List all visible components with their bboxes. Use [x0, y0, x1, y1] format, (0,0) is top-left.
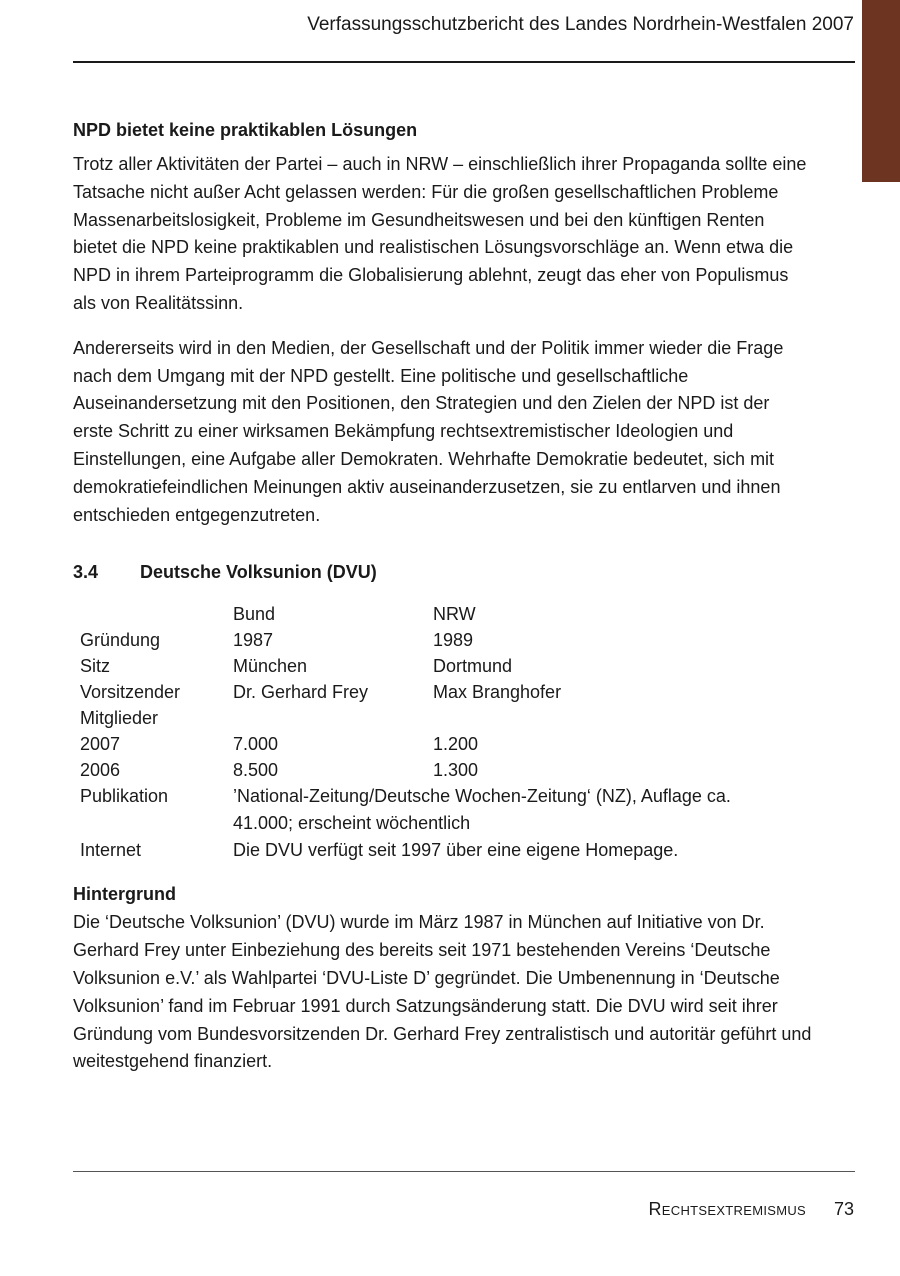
row-bund-value — [233, 705, 433, 731]
page-content — [73, 117, 813, 1076]
publikation-value: ’National-Zeitung/Deutsche Wochen-Zeitung‘ (NZ), Auflage ca. 41.000; erscheint wöchentlich — [233, 786, 731, 834]
row-label: Mitglieder — [80, 708, 159, 729]
row-bund-value: 1987 — [233, 630, 274, 651]
column-header-nrw: NRW — [433, 604, 476, 625]
npd-paragraph-2: Andererseits wird in den Medien, der Gesellschaft und der Politik immer wieder die Frage nach dem Umgang mit der NPD gestellt. Eine politische und gesellschaftliche Auseinandersetzung mit den Positionen, den Strategien und den Zielen der NPD ist der erste Schritt zu einer wirksamen Bekämpfung rechtsextremistischer Ideologien und Einstellungen, eine Aufgabe aller Demokraten. Wehrhafte Demokratie bedeutet, sich mit demokratiefeindlichen Meinungen aktiv auseinanderzusetzen, sie zu entlarven und ihnen entschieden entgegenzutreten. — [73, 337, 784, 525]
running-header: Verfassungsschutzbericht des Landes Nordrhein-Westfalen 2007 — [307, 14, 854, 35]
chapter-color-tab — [862, 0, 900, 182]
table-row-internet — [80, 837, 820, 863]
background-paragraph: Die ‘Deutsche Volksunion’ (DVU) wurde im März 1987 in München auf Initiative von Dr. Gerhard Frey unter Einbeziehung des bereits seit 1971 bestehenden Vereins ‘Deutsche Volksunion e.V.’ als Wahlpartei ‘DVU-Liste D’ gegründet. Die Umbenennung in ‘Deutsche Volksunion’ fand im Februar 1991 durch Satzungsänderung statt. Die DVU wird seit ihrer Gründung vom Bundesvorsitzenden Dr. Gerhard Frey zentralistisch und autoritär geführt und weitestgehend finanziert. — [73, 912, 812, 1072]
row-label: 2006 — [80, 760, 121, 781]
table-row-publikation — [80, 783, 820, 837]
row-nrw-value: 1.200 — [433, 734, 479, 755]
row-nrw-value — [433, 705, 820, 731]
npd-paragraph-1: Trotz aller Aktivitäten der Partei – auch in NRW – einschließlich ihrer Propaganda sollte eine Tatsache nicht außer Acht gelassen werden: Für die großen gesellschaftlichen Probleme Massenarbeitslosigkeit, Probleme im Gesundheitswesen und bei den künftigen Renten bietet die NPD keine praktikablen und realistischen Lösungsvorschläge an. Wenn etwa die NPD in ihrem Parteiprogramm die Globalisierung ablehnt, zeugt das eher von Populismus als von Realitätssinn. — [73, 154, 807, 313]
table-header-row — [80, 601, 820, 627]
row-label: Publikation — [80, 786, 169, 807]
row-label: Gründung — [80, 630, 161, 651]
row-nrw-value: 1.300 — [433, 760, 479, 781]
row-label: Sitz — [80, 656, 111, 677]
row-label: Internet — [80, 840, 142, 861]
dvu-section-heading — [73, 559, 813, 585]
row-nrw-value: 1989 — [433, 630, 474, 651]
row-label: Vorsitzender — [80, 682, 181, 703]
table-row — [80, 731, 820, 757]
row-bund-value: München — [233, 656, 308, 677]
footer-rule — [73, 1171, 855, 1172]
header-rule — [73, 61, 855, 63]
section-number: 3.4 — [73, 562, 99, 583]
section-title: Deutsche Volksunion (DVU) — [140, 562, 377, 583]
footer-section-name: Rechtsextremismus — [648, 1199, 806, 1219]
page-number: 73 — [833, 1199, 854, 1219]
table-row — [80, 757, 820, 783]
npd-heading: NPD bietet keine praktikablen Lösungen — [73, 120, 418, 140]
row-nrw-value: Dortmund — [433, 656, 513, 677]
background-heading: Hintergrund — [73, 884, 176, 905]
row-bund-value: 8.500 — [233, 760, 279, 781]
header-empty-cell — [80, 601, 233, 627]
table-row — [80, 653, 820, 679]
table-row — [80, 705, 820, 731]
dvu-facts-table — [80, 601, 820, 863]
row-bund-value: Dr. Gerhard Frey — [233, 682, 369, 703]
row-nrw-value: Max Branghofer — [433, 682, 562, 703]
row-label: 2007 — [80, 734, 121, 755]
row-bund-value: 7.000 — [233, 734, 279, 755]
column-header-bund: Bund — [233, 604, 276, 625]
table-row — [80, 679, 820, 705]
internet-value: Die DVU verfügt seit 1997 über eine eigene Homepage. — [233, 840, 679, 861]
table-row — [80, 627, 820, 653]
